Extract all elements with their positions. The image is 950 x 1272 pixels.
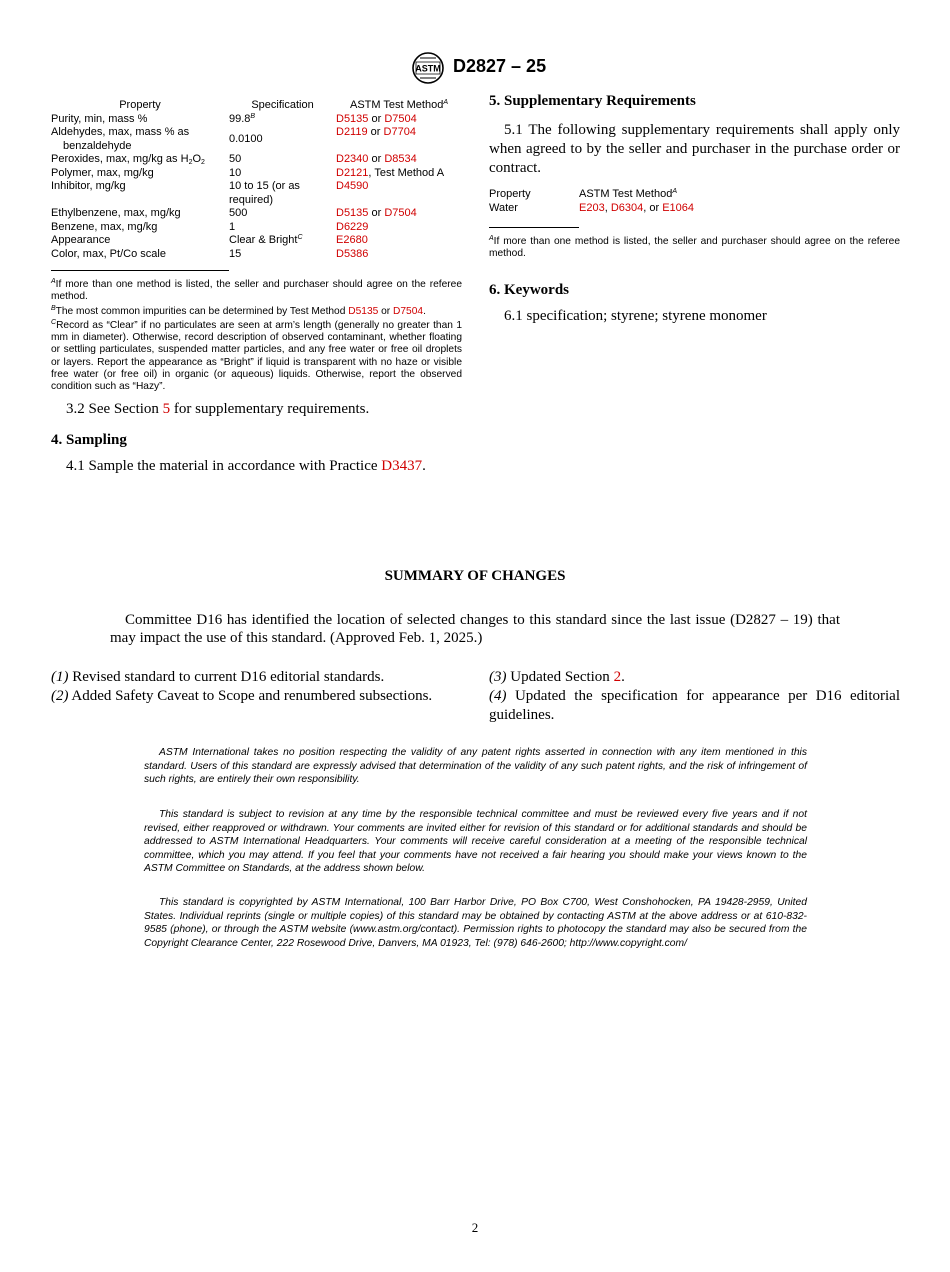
method-link[interactable]: E203 [579,201,605,214]
footnote-b: $^B$The most common impurities can be determined by Test Method D5135 or D7504. [51,304,426,317]
table-row: Polymer, max, mg/kg 10 D2121, Test Method A [51,166,445,179]
method-link[interactable]: D6229 [336,220,369,233]
paragraph-6-1: 6.1 specification; styrene; styrene monomer [504,307,767,324]
supplementary-footnote-a: $^A$If more than one method is listed, the seller and purchaser should agree on the referee method. [489,235,900,260]
change-item: (2) Added Safety Caveat to Scope and renumbered subsections. [51,688,433,704]
paragraph-5-1: 5.1 The following supplementary requirements shall apply only when agreed to by the seller and purchaser in the purchase order or contract. [489,122,900,176]
method-link[interactable]: D7704 [383,126,416,138]
footnote-c: $^C$Record as “Clear” if no particulates are seen at arm’s length (generally no greater than 1 mm in diameter). Otherwise, record description of observed contaminant, whether floating or settling particulates, suspended matter particles, and any free water or free oil droplets or layers. Report the appearance as “Bright” if liquid is transparent with no haze or visible free water (or free oil) in organic (or aqueous) liquids. Otherwise, report the observed condition such as “Hazy”. [51,318,462,393]
method-link[interactable]: D7504 [393,305,424,317]
table-row: Ethylbenzene, max, mg/kg 500 D5135 or D7504 [51,207,417,219]
method-link[interactable]: D7504 [384,112,417,125]
table-row: Inhibitor, mg/kg 10 to 15 (or as required) D4590 [51,180,369,206]
specification-table [51,97,462,261]
table-row: Peroxides, max, mg/kg as $H_2O_2$ 50 D2340 or D8534 [51,153,417,166]
astm-logo-icon [410,52,446,84]
method-link[interactable]: D2121 [336,166,369,179]
table-row: Purity, min, mass % $99.8^B$ D5135 or D7504 [51,112,417,125]
patent-notice: ASTM International takes no position respecting the validity of any patent rights asserted in connection with any item mentioned in this standard. Users of this standard are expressly advised that determination of the validity of any such patent rights, and the risk of infringement of such rights, are entirely their own responsibility. [144,747,807,786]
copyright-notice: This standard is copyrighted by ASTM International, 100 Barr Harbor Drive, PO Box C700, West Conshohocken, PA 19428-2959, United States. Individual reprints (single or multiple copies) of this standard may be obtained by contacting ASTM at the above address or at 610-832-9585 (phone), or through the ASTM website (www.astm.org/contact). Permission rights to photocopy the standard may also be secured from the Copyright Clearance Center, 222 Rosewood Drive, Danvers, MA 01923, Tel: (978) 646-2600; http://www.copyright.com/ [144,897,807,949]
table-row: Appearance Clear & Bright$^C$ E2680 [51,234,368,246]
changes-left-column [51,668,462,706]
table-header-row: Property ASTM Test Method$^A$ [489,188,678,200]
footnote-divider [51,270,229,271]
method-link[interactable]: E1064 [662,201,695,214]
summary-title: SUMMARY OF CHANGES [384,568,566,584]
method-link[interactable]: D3437 [381,457,423,474]
changes-right-column [489,668,900,725]
supplementary-table [489,188,789,215]
method-link[interactable]: D4590 [336,180,369,192]
method-link[interactable]: D2340 [336,153,369,165]
left-column [51,97,462,476]
table-header-row [51,97,462,113]
method-link[interactable]: D2119 [336,126,368,138]
section-link[interactable]: 2 [613,669,622,685]
change-item: (3) Updated Section 2. [489,669,625,685]
summary-intro: Committee D16 has identified the location of selected changes to this standard since the last issue (D2827 – 19) that may impact the use of this standard. (Approved Feb. 1, 2025.) [110,612,840,646]
change-item: (1) Revised standard to current D16 editorial standards. [51,669,385,685]
header-specification: Specification [251,99,314,111]
table-row: Water E203, D6304, or E1064 [489,201,695,214]
section-5-heading: 5. Supplementary Requirements [489,93,696,109]
method-link[interactable]: D5135 [336,207,369,219]
change-item: (4) Updated the specification for appearance per D16 editorial guidelines. [489,688,900,723]
footnote-divider [489,227,579,228]
header-property: Property [119,99,161,111]
section-4-heading: 4. Sampling [51,431,127,448]
svg-text:ASTM: ASTM [415,63,441,74]
document-designation: D2827 – 25 [453,56,547,76]
paragraph-3-2: 3.2 See Section 5 for supplementary requirements. [66,400,370,417]
method-link[interactable]: E2680 [336,234,368,246]
paragraph-4-1: 4.1 Sample the material in accordance with Practice D3437. [66,457,426,474]
method-link[interactable]: D6304 [610,201,644,214]
method-link[interactable]: D7504 [384,207,417,219]
method-link[interactable]: D8534 [384,153,417,165]
section-6-heading: 6. Keywords [489,281,569,298]
section-link[interactable]: 5 [162,400,171,417]
table-row: Color, max, Pt/Co scale 15 D5386 [51,247,369,260]
right-column [489,92,900,326]
method-link[interactable]: D5386 [336,247,369,260]
header-method: ASTM Test Method$^A$ [349,99,448,111]
page-number: 2 [471,1220,479,1235]
table-row: Aldehydes, max, mass % as benzaldehyde 0.0100 D2119 or D7704 [51,126,416,152]
method-link[interactable]: D5135 [336,112,369,125]
revision-notice: This standard is subject to revision at any time by the responsible technical committee and must be reviewed every five years and if not revised, either reapproved or withdrawn. Your comments are invited either for revision of this standard or for additional standards and should be addressed to ASTM International Headquarters. Your comments will receive careful consideration at a meeting of the responsible technical committee, which you may attend. If you feel that your comments have not received a fair hearing you should make your views known to the ASTM Committee on Standards, at the address shown below. [144,809,807,875]
footnote-a: $^A$If more than one method is listed, the seller and purchaser should agree on the referee method. [51,278,462,303]
method-link[interactable]: D5135 [348,305,379,317]
table-row: Benzene, max, mg/kg 1 D6229 [51,220,369,233]
page-header [0,52,950,84]
